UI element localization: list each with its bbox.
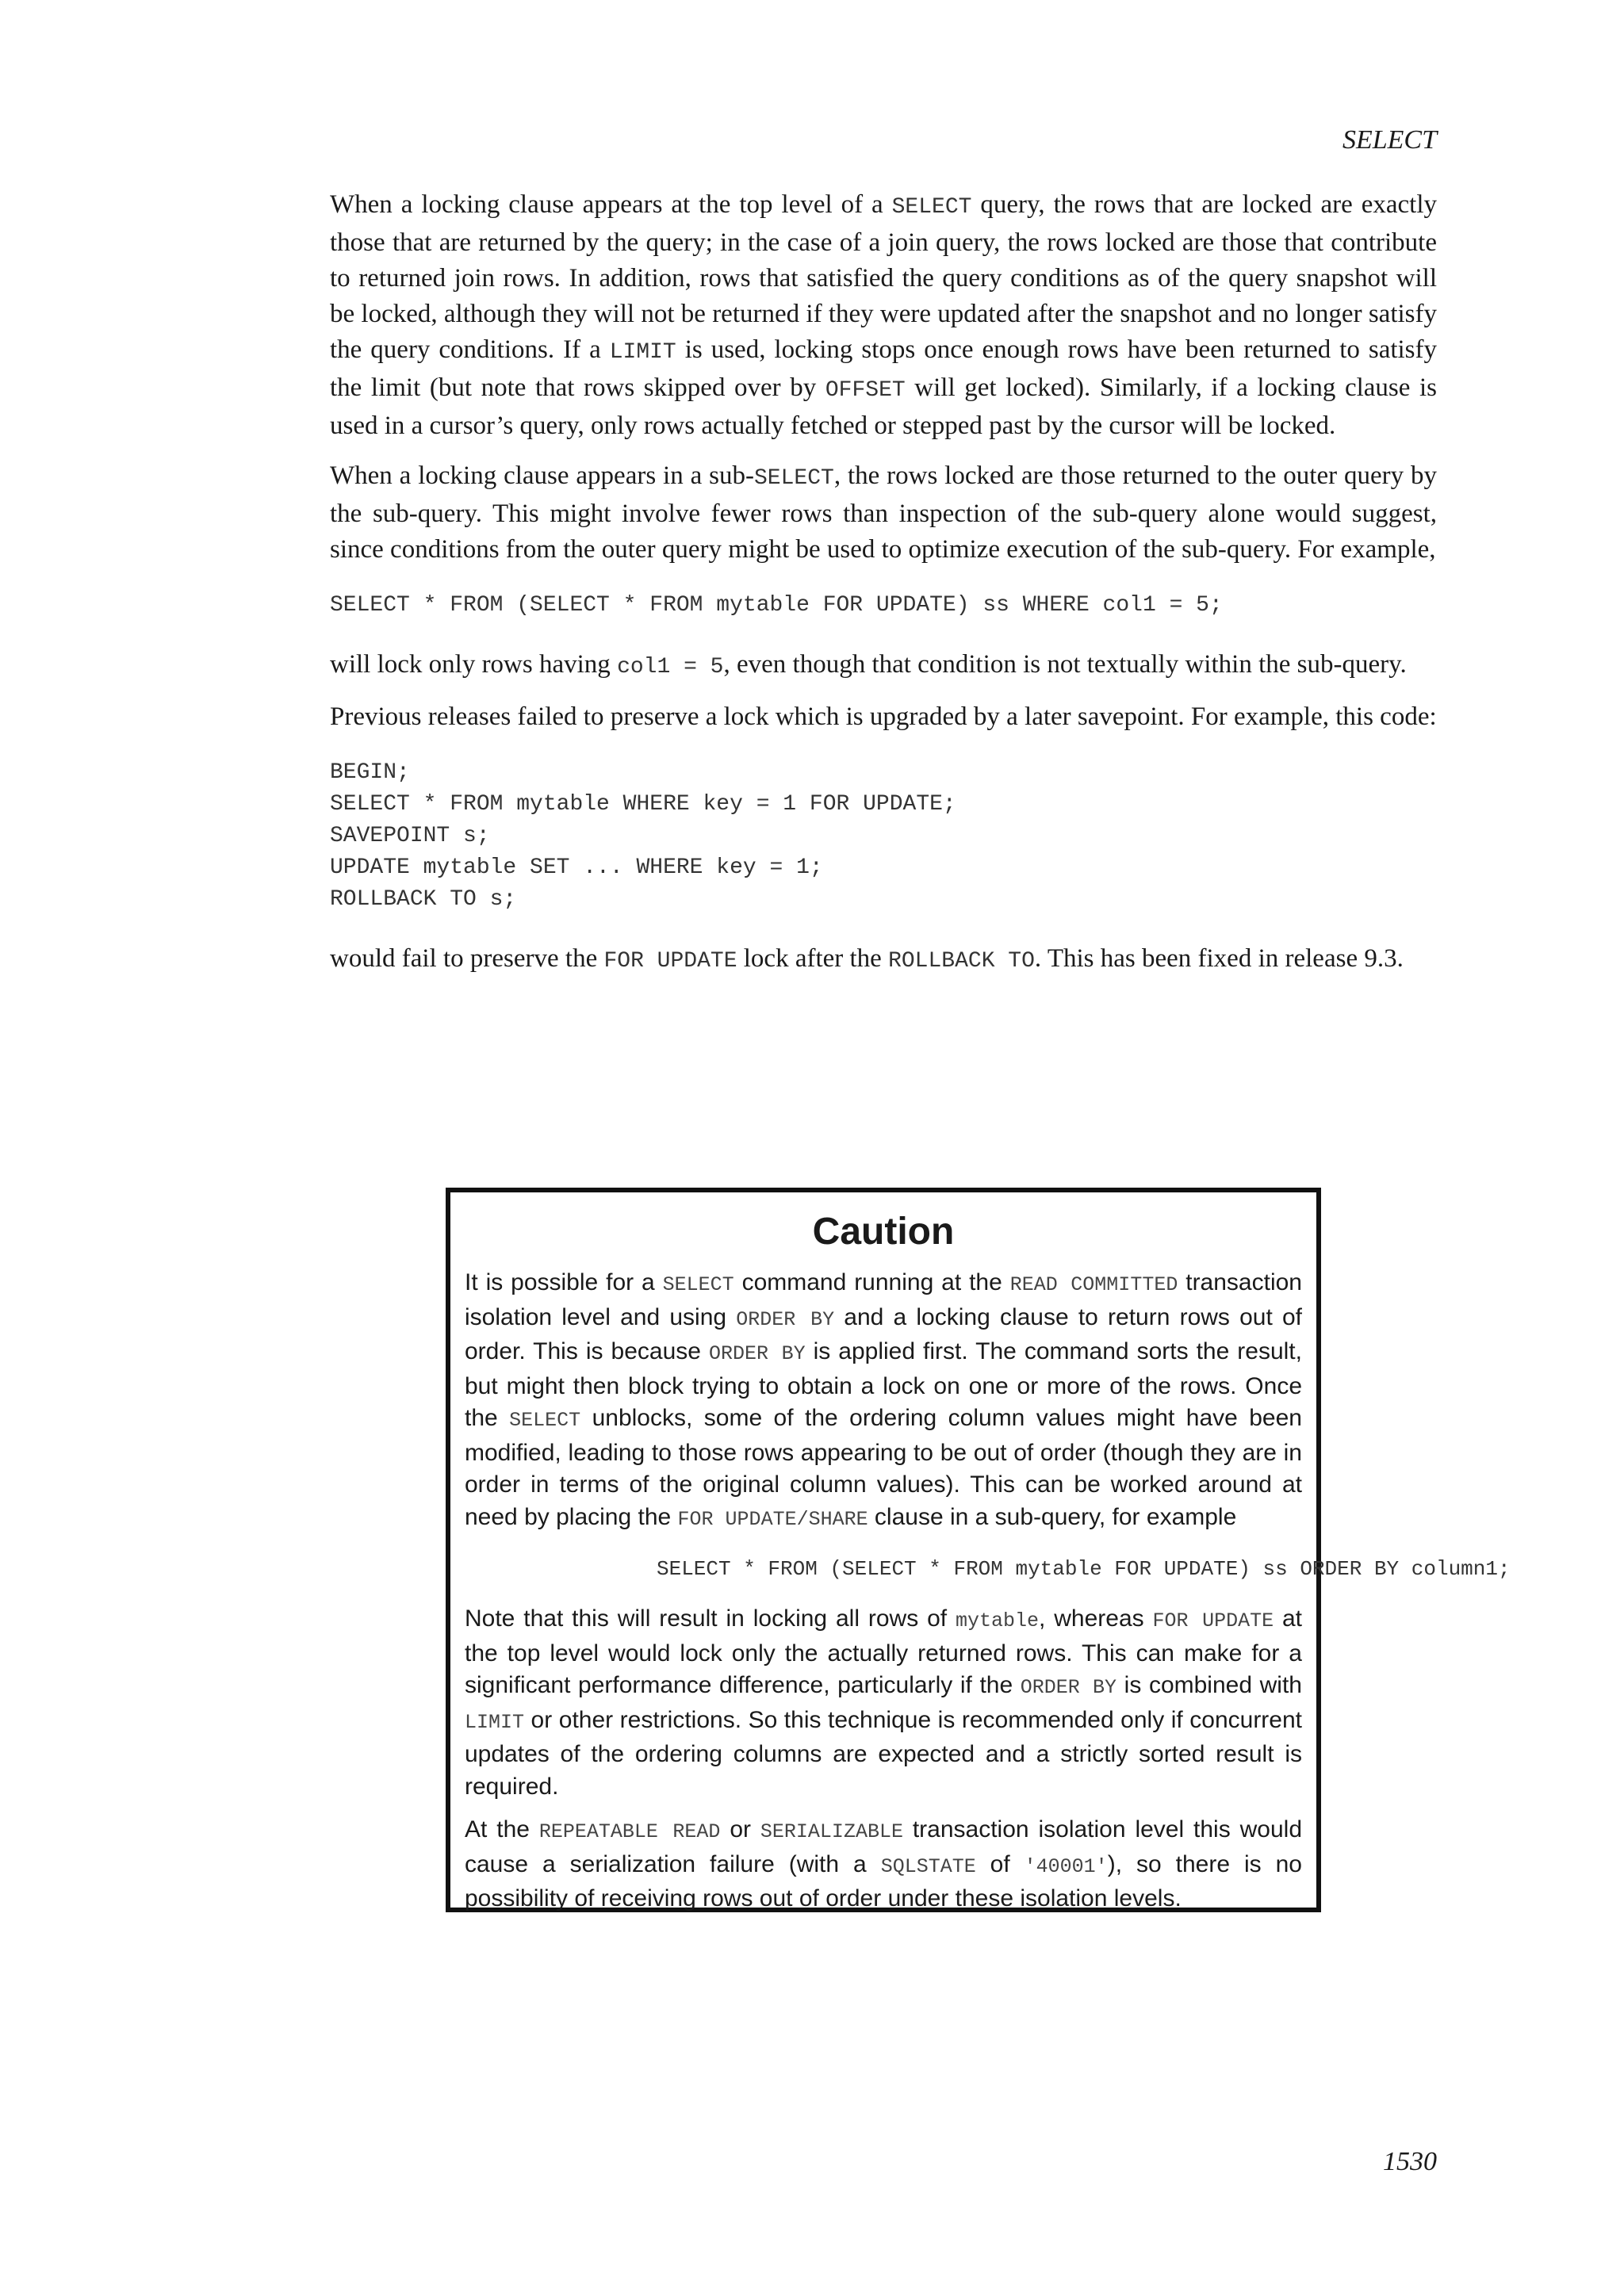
paragraph-locking-top-level: When a locking clause appears at the top level of a SELECT query, the rows that are locked are exactly those that are returned by the query; in the case of a join query, the rows locked are those that contribute to returned join rows. In addition, rows that satisfied the query conditions as of the query snapshot will be locked, although they will not be returned if they were updated after the snapshot and no longer satisfy the query conditions. If a LIMIT is used, locking stops once enough rows have been returned to satisfy the limit (but note that rows skipped over by OFFSET will get locked). Similarly, if a locking clause is used in a cursor’s query, only rows actually fetched or stepped past by the cursor will be locked.: [330, 190, 1438, 440]
caution-code-example: SELECT * FROM (SELECT * FROM mytable FOR UPDATE) ss ORDER BY column1;: [657, 1557, 1511, 1581]
caution-box: [446, 1188, 1511, 1912]
inline-code: FOR UPDATE: [603, 949, 737, 974]
page-number: 1530: [1383, 2147, 1437, 2176]
inline-code: col1 = 5: [617, 655, 724, 679]
inline-code: SELECT: [509, 1409, 581, 1432]
inline-code: mytable: [956, 1609, 1040, 1632]
inline-code: REPEATABLE READ: [538, 1820, 721, 1843]
inline-code: SELECT: [662, 1273, 734, 1296]
caution-body-continued: [465, 1603, 1302, 1927]
inline-code: SQLSTATE: [880, 1854, 976, 1878]
caution-paragraph-isolation: At the REPEATABLE READ or SERIALIZABLE transaction isolation level this would cause a serialization failure (with a SQLSTATE of '40001'), so there is no possibility of receiving rows out of order under these isolation levels.: [465, 1816, 1303, 1911]
inline-code: FOR UPDATE/SHARE: [677, 1507, 868, 1531]
paragraph-previous-releases: Previous releases failed to preserve a lock which is upgraded by a later savepoint. For example, this code:: [330, 702, 1437, 731]
caution-paragraph-order: It is possible for a SELECT command running at the READ COMMITTED transaction isolation level and using ORDER BY and a locking clause to return rows out of order. This is because ORDER BY is applied first. The command sorts the result, but might then block trying to obtain a lock on one or more of the rows. Once the SELECT unblocks, some of the ordering column values might have been modified, leading to those rows appearing to be out of order (though they are in order in terms of the original column values). This can be worked around at need by placing the FOR UPDATE/SHARE clause in a sub-query, for example: [465, 1269, 1302, 1531]
inline-code: ORDER BY: [708, 1342, 806, 1365]
code-example-savepoint: BEGIN; SELECT * FROM mytable WHERE key = 1 FOR UPDATE; SAVEPOINT s; UPDATE mytable SET ... WHERE key = 1; ROLLBACK TO s;: [330, 760, 956, 912]
inline-code: SERIALIZABLE: [760, 1820, 903, 1843]
inline-code: ORDER BY: [736, 1307, 835, 1331]
caution-paragraph-note: Note that this will result in locking all rows of mytable, whereas FOR UPDATE at the top level would lock only the actually returned rows. This can make for a significant performance difference, particularly if the ORDER BY is combined with LIMIT or other restrictions. So this technique is recommended only if concurrent updates of the ordering columns are expected and a strictly sorted result is required.: [465, 1605, 1302, 1800]
inline-code: ROLLBACK TO: [888, 949, 1035, 974]
inline-code: READ COMMITTED: [1009, 1273, 1178, 1296]
inline-code: OFFSET: [825, 378, 906, 403]
paragraph-fixed-release: would fail to preserve the FOR UPDATE lock after the ROLLBACK TO. This has been fixed in release 9.3.: [330, 944, 1404, 974]
inline-code: FOR UPDATE: [1152, 1609, 1274, 1632]
inline-code: SELECT: [891, 195, 972, 220]
inline-code: LIMIT: [465, 1710, 525, 1734]
main-text: [330, 187, 1437, 993]
paragraph-col1: will lock only rows having col1 = 5, even though that condition is not textually within the sub-query.: [330, 650, 1407, 679]
inline-code: ORDER BY: [1020, 1676, 1117, 1699]
inline-code: '40001': [1024, 1854, 1108, 1878]
running-title: SELECT: [1342, 125, 1437, 155]
caution-title: Caution: [812, 1211, 955, 1253]
caution-body: [465, 1267, 1302, 1547]
code-example-subquery: SELECT * FROM (SELECT * FROM mytable FOR UPDATE) ss WHERE col1 = 5;: [330, 593, 1223, 618]
paragraph-sub-select: When a locking clause appears in a sub-SELECT, the rows locked are those returned to the outer query by the sub-query. This might involve fewer rows than inspection of the sub-query alone would suggest, since conditions from the outer query might be used to optimize execution of the sub-query. For example,: [330, 461, 1438, 564]
inline-code: LIMIT: [609, 340, 676, 365]
inline-code: SELECT: [753, 466, 834, 491]
